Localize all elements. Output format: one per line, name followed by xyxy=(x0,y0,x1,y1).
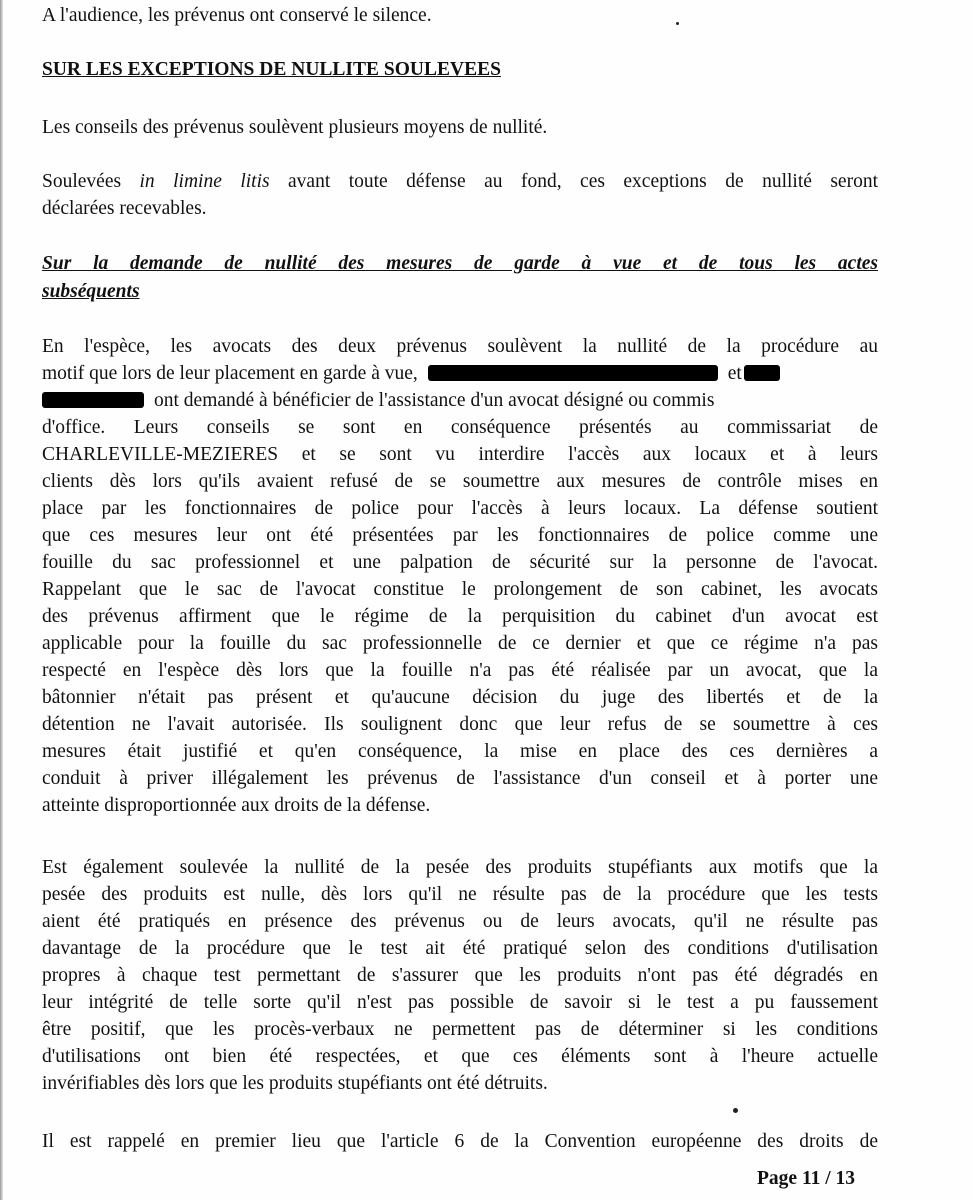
para3-line17: conduit à priver illégalement les prévenus de l'assistance d'un conseil et à porter une xyxy=(42,768,878,789)
redacted-name-2b xyxy=(42,392,144,408)
subheading-line1: Sur la demande de nullité des mesures de garde à vue et de tous les actes xyxy=(42,253,878,274)
section-heading: SUR LES EXCEPTIONS DE NULLITE SOULEVEES xyxy=(42,59,501,80)
para3-line13: respecté en l'espèce dès lors que la fouille n'a pas été réalisée par un avocat, que la xyxy=(42,660,878,681)
para3-line8: que ces mesures leur ont été présentées par les fonctionnaires de police comme une xyxy=(42,525,878,546)
para2-line1 xyxy=(42,169,878,195)
para3-line16: mesures était justifié et qu'en conséquence, la mise en place des ces dernières a xyxy=(42,741,878,762)
para3-line3 xyxy=(42,388,714,414)
para4-line4: davantage de la procédure que le test ait été pratiqué selon des conditions d'utilisation xyxy=(42,938,878,959)
para3-line12: applicable pour la fouille du sac professionnelle de ce dernier et que ce régime n'a pas xyxy=(42,633,878,654)
para3-line15: détention ne l'avait autorisée. Ils soulignent donc que leur refus de se soumettre à ces xyxy=(42,714,878,735)
para5-line1: Il est rappelé en premier lieu que l'article 6 de la Convention européenne des droits de xyxy=(42,1131,878,1152)
para1-line: Les conseils des prévenus soulèvent plusieurs moyens de nullité. xyxy=(42,117,548,138)
para4-line5: propres à chaque test permettant de s'assurer que les produits n'ont pas été dégradés en xyxy=(42,965,878,986)
para3-line6: clients dès lors qu'ils avaient refusé de se soumettre aux mesures de contrôle mises en xyxy=(42,471,878,492)
para3-line7: place par les fonctionnaires de police pour l'accès à leurs locaux. La défense soutient xyxy=(42,498,878,519)
para3-line1: En l'espèce, les avocats des deux prévenus soulèvent la nullité de la procédure au xyxy=(42,336,878,357)
para2-line2: déclarées recevables. xyxy=(42,198,207,219)
scan-speck xyxy=(733,1108,738,1113)
para4-line3: aient été pratiqués en présence des prévenus ou de leurs avocats, qu'il ne résulte pas xyxy=(42,911,878,932)
para4-line1: Est également soulevée la nullité de la pesée des produits stupéfiants aux motifs que la xyxy=(42,857,878,878)
subheading-line2: subséquents xyxy=(42,281,140,302)
para3-line4: d'office. Leurs conseils se sont en conséquence présentés au commissariat de xyxy=(42,417,878,438)
redacted-name-1 xyxy=(428,365,718,381)
para3-line2 xyxy=(42,361,780,387)
scan-edge xyxy=(0,0,3,1200)
para3-line18: atteinte disproportionnée aux droits de la défense. xyxy=(42,795,431,816)
para4-line6: leur intégrité de telle sorte qu'il n'est pas possible de savoir si le test a pu faussement xyxy=(42,992,878,1013)
page-number: Page 11 / 13 xyxy=(757,1168,856,1189)
para3-conj: et xyxy=(727,363,742,384)
para3-line11: des prévenus affirment que le régime de la perquisition du cabinet d'un avocat est xyxy=(42,606,878,627)
para2-text-a: Soulevées xyxy=(42,171,140,192)
intro-line: A l'audience, les prévenus ont conservé le silence. xyxy=(42,5,432,26)
para4-line2: pesée des produits est nulle, dès lors qu'il ne résulte pas de la procédure que les tests xyxy=(42,884,878,905)
scan-speck xyxy=(676,22,679,25)
para2-text-b: avant toute défense au fond, ces exceptions de nullité seront xyxy=(269,171,878,192)
para3-line10: Rappelant que le sac de l'avocat constitue le prolongement de son cabinet, les avocats xyxy=(42,579,878,600)
para4-line9: invérifiables dès lors que les produits stupéfiants ont été détruits. xyxy=(42,1073,548,1094)
redacted-name-2a xyxy=(744,365,780,381)
para3-line3-text: ont demandé à bénéficier de l'assistance d'un avocat désigné ou commis xyxy=(154,390,715,411)
para3-line5: CHARLEVILLE-MEZIERES et se sont vu interdire l'accès aux locaux et à leurs xyxy=(42,444,878,465)
latin-phrase: in limine litis xyxy=(139,171,270,192)
para4-line8: d'utilisations ont bien été respectées, et que ces éléments sont à l'heure actuelle xyxy=(42,1046,878,1067)
para3-line14: bâtonnier n'était pas présent et qu'aucune décision du juge des libertés et de la xyxy=(42,687,878,708)
para3-line9: fouille du sac professionnel et une palpation de sécurité sur la personne de l'avocat. xyxy=(42,552,878,573)
para4-line7: être positif, que les procès-verbaux ne permettent pas de déterminer si les conditions xyxy=(42,1019,878,1040)
para3-line2-text: motif que lors de leur placement en garde à vue, xyxy=(42,363,418,384)
